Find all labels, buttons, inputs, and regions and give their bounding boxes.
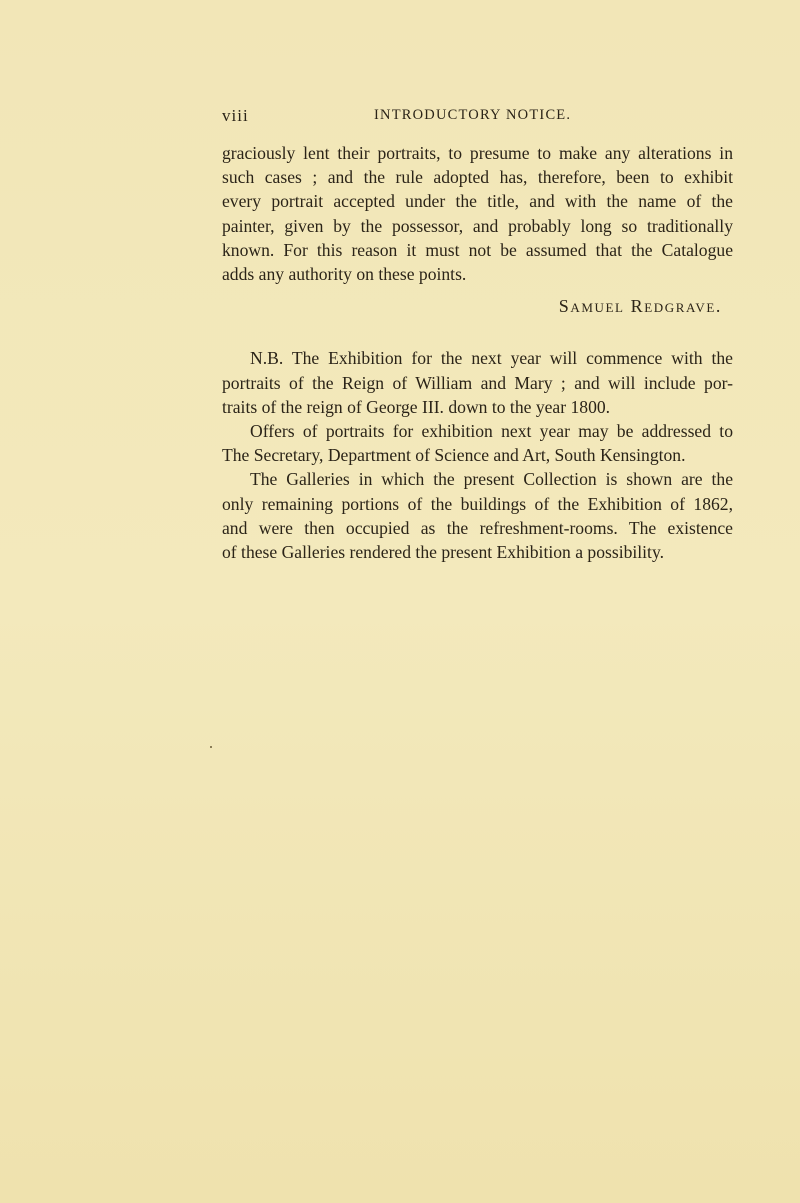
- paragraph-continuation: [222, 141, 733, 286]
- text-line: traits of the reign of George III. down to the year 1800.: [222, 396, 611, 417]
- text-line: N.B. The Exhibition for the next year will commence with the: [250, 348, 733, 369]
- text-line: The Secretary, Department of Science and Art, South Kensington.: [222, 445, 686, 466]
- text-line: graciously lent their portraits, to presume to make any alterations in: [222, 143, 733, 163]
- author-signature: Samuel Redgrave.: [558, 296, 722, 317]
- text-line: The Galleries in which the present Collection is shown are the: [250, 469, 733, 490]
- paragraph-gap: [222, 318, 733, 346]
- text-line: painter, given by the possessor, and probably long so traditionally: [222, 215, 733, 236]
- body-text: [222, 141, 733, 564]
- paper-speck: [210, 746, 212, 748]
- text-line: adds any authority on these points.: [222, 264, 467, 285]
- paragraph-nb: [222, 346, 733, 419]
- text-line: every portrait accepted under the title, and with the name of the: [222, 191, 733, 212]
- page-header: [222, 106, 732, 128]
- text-line: known. For this reason it must not be assumed that the Catalogue: [222, 239, 733, 260]
- paragraph-galleries: [222, 467, 733, 564]
- running-head: INTRODUCTORY NOTICE.: [374, 107, 572, 123]
- text-line: such cases ; and the rule adopted has, therefore, been to exhibit: [222, 167, 733, 188]
- text-line: only remaining portions of the buildings of the Exhibition of 1862,: [222, 493, 733, 514]
- text-line: Offers of portraits for exhibition next year may be addressed to: [250, 421, 733, 442]
- text-line: portraits of the Reign of William and Mary ; and will include por-: [222, 372, 733, 393]
- text-line: of these Galleries rendered the present Exhibition a possibility.: [222, 542, 664, 563]
- page-number: viii: [222, 106, 249, 125]
- text-line: and were then occupied as the refreshment-rooms. The existence: [222, 517, 733, 538]
- paragraph-offers: [222, 419, 733, 467]
